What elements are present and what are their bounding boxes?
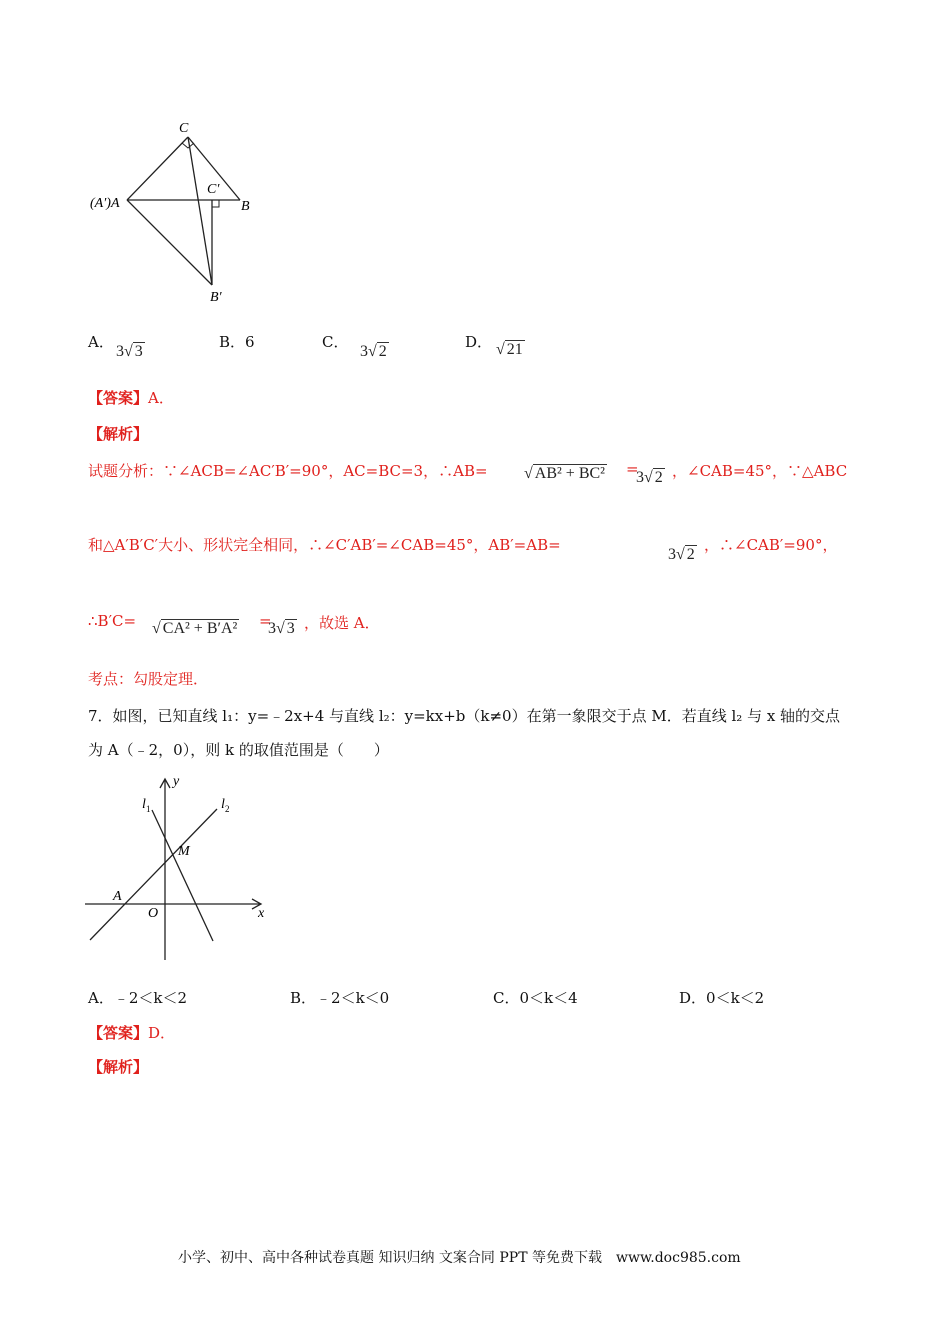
q6-option-c-value: 3√ 2 (360, 343, 387, 360)
label-y: y (173, 775, 180, 789)
q6-option-a: A． (88, 333, 114, 351)
q6-option-b: B．6 (219, 333, 255, 351)
page-footer: 小学、初中、高中各种试卷真题 知识归纳 文案合同 PPT 等免费下载 www.doc985.com (178, 1250, 741, 1266)
label-b: B (241, 199, 250, 214)
q6-analysis-line3-sqrt: √ CA² + B′A² (152, 620, 238, 637)
label-c: C (179, 121, 189, 136)
q6-analysis-line1-b: ，∠CAB=45°，∵△ABC (672, 462, 848, 480)
label-l2: l (221, 797, 225, 812)
label-m: M (178, 844, 190, 859)
q6-analysis-line1-a: 试题分析：∵∠ACB=∠AC′B′=90°，AC=BC=3，∴AB= (88, 462, 488, 480)
q7-option-a: A．﹣2＜k＜2 (88, 989, 188, 1007)
q6-option-d: D． (465, 333, 493, 351)
label-x: x (258, 906, 265, 921)
q6-analysis-line1-val: 3√ 2 (636, 469, 663, 486)
label-c-prime: C′ (207, 182, 220, 197)
q6-analysis-line3-a: ∴B′C= (88, 612, 137, 630)
q6-option-c: C． (322, 333, 349, 351)
label-l1: l (142, 797, 146, 812)
q6-answer: 【答案】A． (88, 389, 174, 407)
triangle-figure (85, 115, 275, 315)
q6-analysis-line3-b: ，故选 A． (304, 614, 380, 632)
label-b-prime: B′ (210, 290, 222, 305)
coordinate-figure (85, 775, 285, 965)
q6-analysis-line1-eq: = (626, 460, 639, 478)
label-o: O (148, 906, 159, 921)
label-a: (A′)A (90, 196, 120, 211)
q7-answer: 【答案】D． (88, 1024, 176, 1042)
q6-analysis-line2-b: ，∴∠CAB′=90°， (704, 536, 838, 554)
q6-analysis-line2-a: 和△A′B′C′大小、形状完全相同，∴∠C′AB′=∠CAB=45°，AB′=AB= (88, 536, 561, 554)
q6-analysis-line1-sqrt: √ AB² + BC² (524, 465, 605, 482)
q6-analysis-line3-eq: = (259, 612, 272, 630)
label-a2: A (113, 889, 122, 904)
q6-option-a-value: 3√ 3 (116, 343, 143, 360)
q7-option-c: C．0＜k＜4 (493, 989, 578, 1007)
q7-option-d: D．0＜k＜2 (679, 989, 765, 1007)
q6-analysis-line2-val: 3√ 2 (668, 546, 695, 563)
q6-analysis-tag: 【解析】 (88, 425, 149, 443)
q6-kaodian: 考点：勾股定理． (88, 670, 209, 688)
q6-analysis-line3-val: 3√ 3 (268, 620, 295, 637)
q7-analysis-tag: 【解析】 (88, 1058, 149, 1076)
q6-option-d-value: √ 21 (496, 341, 523, 358)
label-l2-sub: 2 (225, 804, 230, 814)
label-l1-sub: 1 (146, 804, 151, 814)
q7-option-b: B．﹣2＜k＜0 (290, 989, 390, 1007)
q7-stem-line1: 7．如图，已知直线 l₁：y=﹣2x+4 与直线 l₂：y=kx+b（k≠0）在第一象限交于点 M．若直线 l₂ 与 x 轴的交点 (88, 707, 841, 725)
q7-stem-line2: 为 A（﹣2，0），则 k 的取值范围是（ ） (88, 741, 389, 759)
